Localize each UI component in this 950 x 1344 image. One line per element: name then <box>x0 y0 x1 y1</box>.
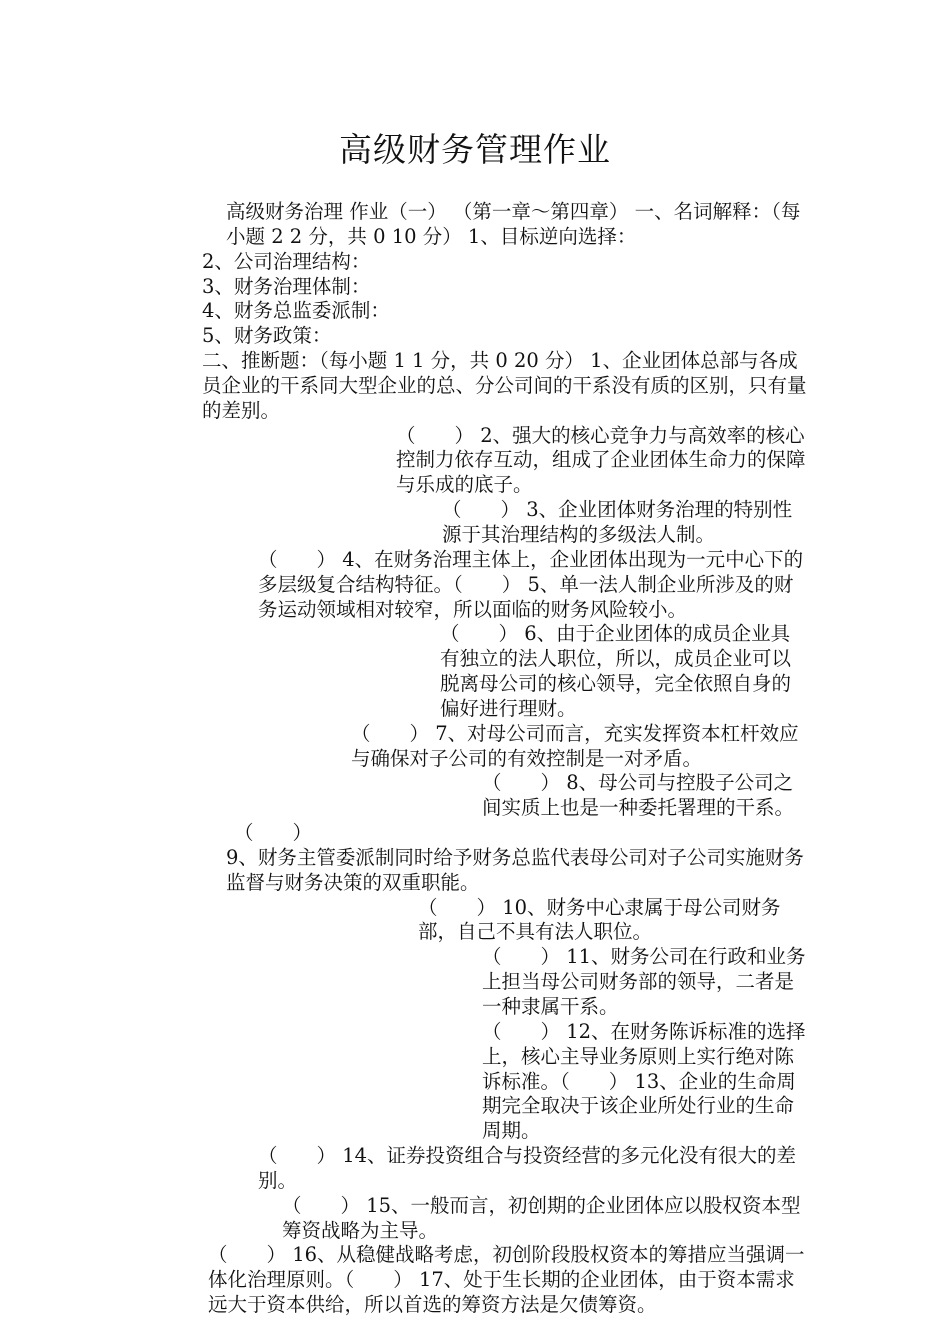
paragraph: （ ） 6、由于企业团体的成员企业具有独立的法人职位，所以，成员企业可以脱离母公司的核心领导，完全依照自身的偏好进行理财。 <box>440 622 792 720</box>
paragraph: （ ） 11、财务公司在行政和业务上担当母公司财务部的领导，二者是一种隶属干系。 <box>482 945 806 1018</box>
paragraph: （ ） 4、在财务治理主体上，企业团体出现为一元中心下的多层级复合结构特征。（ ） 5、单一法人制企业所涉及的财务运动领域相对较窄，所以面临的财务风险较小。 <box>258 547 804 621</box>
paragraph: （ ） 15、一般而言，初创期的企业团体应以股权资本型筹资战略为主导。 <box>282 1193 801 1242</box>
document-body <box>146 200 808 1318</box>
paragraph: （ ） <box>234 821 313 845</box>
paragraph: 9、财务主管委派制同时给予财务总监代表母公司对子公司实施财务监督与财务决策的双重职能。 <box>226 845 804 894</box>
paragraph: （ ） 16、从稳健战略考虑，初创阶段股权资本的筹措应当强调一体化治理原则。（ ） 17、处于生长期的企业团体，由于资本需求远大于资本供给，所以首选的筹资方法是欠债筹资。 <box>208 1243 805 1317</box>
document-title: 高级财务管理作业 <box>339 130 611 169</box>
paragraph: （ ） 7、对母公司而言，充实发挥资本杠杆效应与确保对子公司的有效控制是一对矛盾。 <box>351 721 799 770</box>
paragraph: 3、财务治理体制： <box>202 274 371 298</box>
paragraph: 4、财务总监委派制： <box>202 299 390 323</box>
paragraph: （ ） 2、强大的核心竞争力与高效率的核心控制力依存互动，组成了企业团体生命力的保障与乐成的底子。 <box>396 423 806 497</box>
paragraph: （ ） 3、企业团体财务治理的特别性源于其治理结构的多级法人制。 <box>442 498 793 546</box>
paragraph: 二、推断题：（每小题 1 1 分，共 0 20 分） 1、企业团体总部与各成员企业的干系同大型企业的总、分公司间的干系没有质的区别，只有量的差别。 <box>202 349 807 422</box>
paragraph: （ ） 12、在财务陈诉标准的选择上，核心主导业务原则上实行绝对陈诉标准。（ ） 13、企业的生命周期完全取决于该企业所处行业的生命周期。 <box>482 1019 806 1143</box>
paragraph: 高级财务治理 作业（一） （第一章～第四章） 一、名词解释：（每小题 2 2 分，共 0 10 分） 1、目标逆向选择： <box>226 200 801 248</box>
paragraph: （ ） 8、母公司与控股子公司之间实质上也是一种委托署理的干系。 <box>482 771 795 820</box>
paragraph: 2、公司治理结构： <box>202 249 371 273</box>
paragraph: 5、财务政策： <box>202 324 332 348</box>
paragraph: （ ） 14、证券投资组合与投资经营的多元化没有很大的差别。 <box>258 1144 797 1192</box>
paragraph: （ ） 10、财务中心隶属于母公司财务部，自己不具有法人职位。 <box>418 895 781 944</box>
